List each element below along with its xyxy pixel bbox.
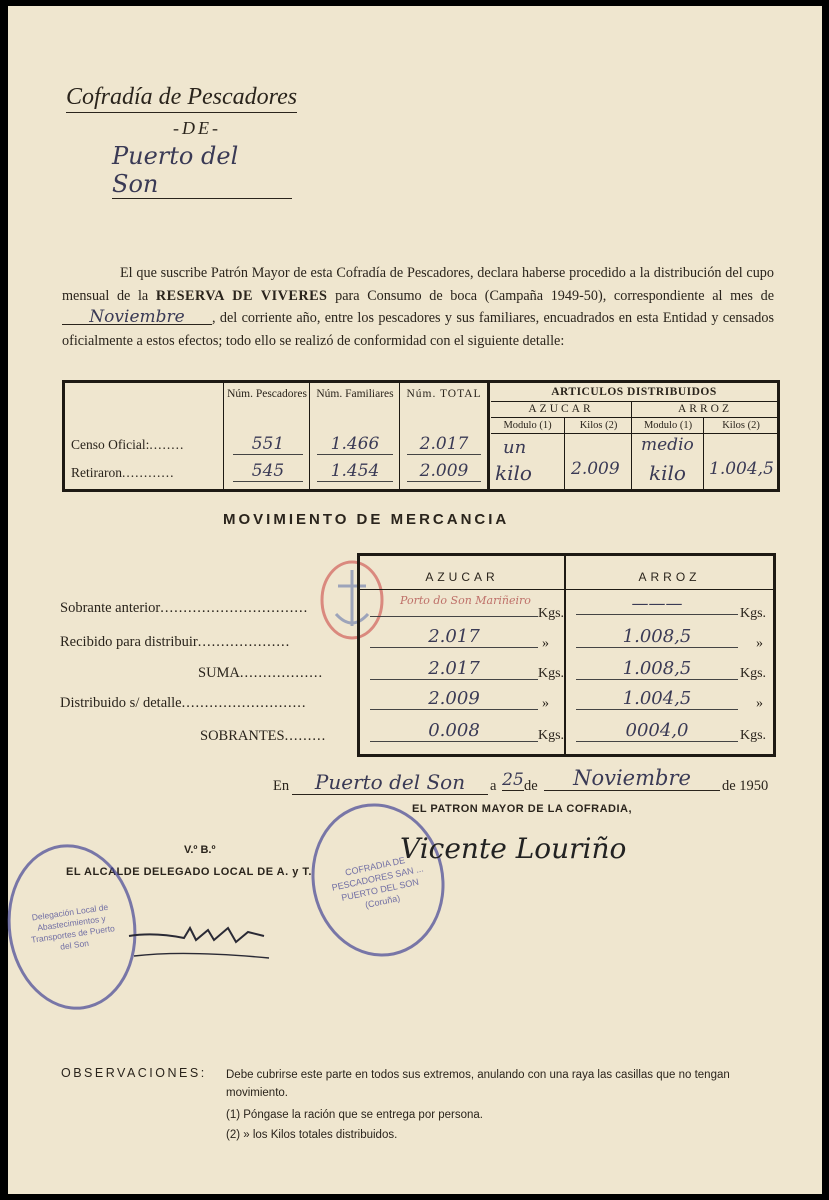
retiraron-total: 2.009 (407, 461, 481, 482)
date-day: 25 (502, 770, 524, 790)
mov-suma-az-unit: Kgs. (538, 666, 565, 681)
mov-recibido-ar-unit: » (756, 636, 763, 651)
declaration-bold: RESERVA DE VIVERES (155, 287, 328, 304)
delegacion-stamp-text: Delegación Local de Abastecimientos y Transportes de Puerto del Son (30, 901, 116, 952)
mov-row-sobrantes-label: SOBRANTES......... (200, 728, 327, 744)
date-de: de (524, 778, 538, 794)
movement-title: MOVIMIENTO DE MERCANCIA (223, 511, 510, 528)
arroz-header: ARROZ (678, 403, 732, 415)
document-title: Cofradía de Pescadores (66, 84, 297, 113)
row-retiraron-label: Retiraron............ (71, 465, 175, 480)
mov-azucar-header: AZUCAR (425, 570, 499, 584)
red-stamp-text: Porto do Son Mariñeiro (400, 594, 531, 607)
mov-row-distribuido-label: Distribuido s/ detalle........................... (60, 695, 307, 711)
col-pescadores: Núm. Pescadores (227, 388, 307, 400)
mov-arroz-header: ARROZ (638, 570, 701, 584)
census-table (62, 380, 780, 492)
date-place: Puerto del Son (292, 770, 488, 795)
patron-signature: Vicente Louriño (400, 832, 627, 865)
retiraron-ar-kilos: 1.004,5 (709, 459, 774, 479)
mov-recibido-arroz: 1.008,5 (576, 626, 738, 648)
title-de: -DE- (173, 118, 221, 138)
note-1: (1) Póngase la ración que se entrega por persona. (226, 1109, 483, 1121)
declaration-paragraph (62, 262, 774, 352)
azucar-header: AZUCAR (528, 403, 594, 415)
observaciones-text (226, 1066, 774, 1144)
cofradia-stamp (297, 791, 458, 969)
cofradia-stamp-text: COFRADIA DE PESCADORES SAN ... PUERTO DEL SON (Coruña) (330, 855, 425, 911)
place-handwritten: Puerto del Son (112, 142, 292, 199)
mov-suma-arroz: 1.008,5 (576, 658, 738, 680)
mov-sobrantes-azucar: 0.008 (370, 720, 538, 742)
articulos-header: ARTICULOS DISTRIBUIDOS (551, 386, 717, 398)
ar-modulo-header: Modulo (1) (643, 420, 693, 431)
document-page (8, 6, 822, 1194)
note-2: (2) » los Kilos totales distribuidos. (226, 1129, 398, 1141)
alcalde-signature (124, 906, 274, 966)
retiraron-az-kilos: 2.009 (571, 459, 620, 479)
retiraron-az-modulo: kilo (495, 461, 532, 485)
mov-sobrantes-az-unit: Kgs. (538, 728, 565, 743)
mov-recibido-azucar: 2.017 (370, 626, 538, 648)
observaciones-main: Debe cubrirse este parte en todos sus extremos, anulando con una raya las casillas que no tengan movimiento. (226, 1069, 730, 1099)
month-handwritten: Noviembre (62, 310, 212, 325)
ar-kilos-header: Kilos (2) (722, 420, 760, 431)
declaration-part3: , del corriente año, entre los pescadores y sus familiares, encuadrados en esta Entidad y censados oficialmente a estos efectos; todo ello se realizó de conformidad con el siguiente detalle: (62, 310, 774, 349)
mov-row-sobrante-label: Sobrante anterior................................ (60, 600, 309, 616)
az-modulo-header: Modulo (1) (503, 420, 552, 431)
retiraron-pescadores: 545 (233, 461, 303, 482)
mov-sobrantes-arroz: 0004,0 (576, 720, 738, 742)
censo-pescadores: 551 (233, 434, 303, 455)
date-a: a (490, 778, 497, 794)
vb-label: V.º B.º (184, 844, 216, 856)
col-total: Núm. TOTAL (406, 388, 482, 400)
patron-title: EL PATRON MAYOR DE LA COFRADIA, (412, 803, 633, 815)
declaration-part1: El que suscribe Patrón Mayor de esta Cofradía de Pescadores, declara haberse procedido a la distribución del cupo mensual de la (62, 265, 774, 304)
mov-sobrante-ar-unit: Kgs. (740, 606, 767, 621)
alcalde-title: EL ALCALDE DELEGADO LOCAL DE A. y T. (66, 866, 312, 878)
observaciones-label: OBSERVACIONES: (61, 1066, 207, 1080)
az-kilos-header: Kilos (2) (579, 420, 618, 431)
mov-sobrantes-ar-unit: Kgs. (740, 728, 767, 743)
mov-distribuido-arroz: 1.004,5 (576, 688, 738, 710)
mov-distribuido-azucar: 2.009 (370, 688, 538, 710)
mov-row-suma-label: SUMA.................. (198, 665, 324, 681)
mov-recibido-az-unit: » (542, 636, 549, 651)
mov-suma-ar-unit: Kgs. (740, 666, 767, 681)
retiraron-ar-modulo: kilo (649, 461, 686, 485)
mov-distribuido-az-unit: » (542, 696, 549, 711)
declaration-part2: para Consumo de boca (Campaña 1949-50), correspondiente al mes de (327, 287, 774, 304)
date-en: En (273, 778, 290, 794)
censo-familiares: 1.466 (317, 434, 393, 455)
mov-suma-azucar: 2.017 (370, 658, 538, 680)
mov-distribuido-ar-unit: » (756, 696, 763, 711)
mov-row-recibido-label: Recibido para distribuir.................... (60, 634, 291, 650)
censo-az-modulo: un (503, 437, 527, 458)
mov-sobrante-az-unit: Kgs. (538, 606, 565, 621)
col-familiares: Núm. Familiares (316, 388, 394, 400)
mov-sobrante-azucar (370, 596, 538, 617)
mov-sobrante-arroz: ——— (576, 594, 738, 615)
row-censo-label: Censo Oficial:........ (71, 437, 185, 452)
retiraron-familiares: 1.454 (317, 461, 393, 482)
censo-total: 2.017 (407, 434, 481, 455)
date-year: de 1950 (722, 778, 769, 794)
censo-ar-modulo: medio (641, 435, 694, 455)
date-month: Noviembre (544, 766, 720, 791)
